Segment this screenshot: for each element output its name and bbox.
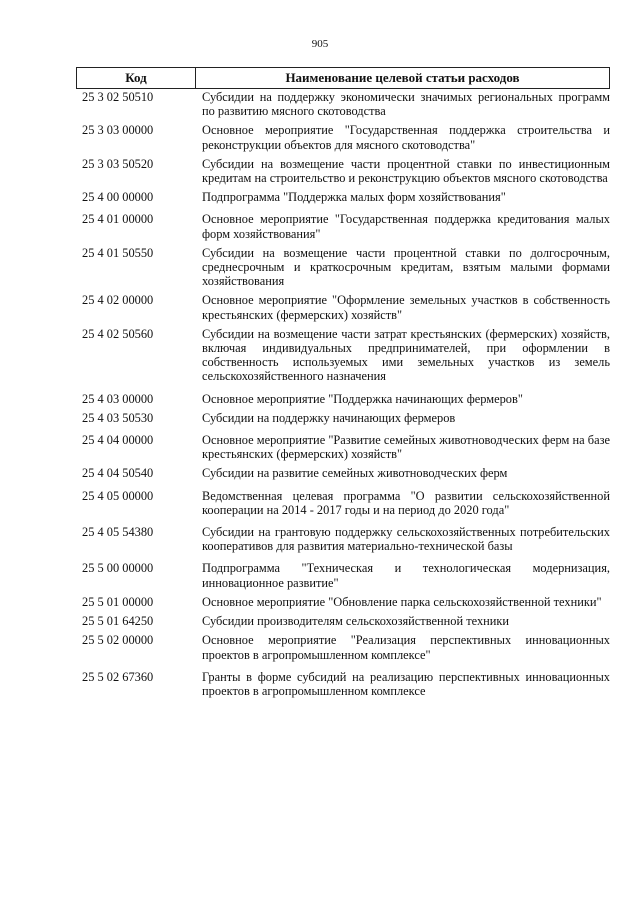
row-name: Субсидии на возмещение части процентной ставки по долгосрочным, среднесрочным и краткосрочным кредитам, взятым малыми формами хозяйствования [202,245,610,289]
page-number: 905 [311,38,329,50]
table-row [76,670,610,698]
row-name: Субсидии на возмещение части процентной ставки по инвестиционным кредитам на строительство и реконструкцию объектов мясного скотоводства [202,156,610,186]
header-name: Наименование целевой статьи расходов [285,70,520,85]
table-row [76,614,610,628]
table-row [76,246,610,289]
row-code: 25 4 02 00000 [82,293,154,308]
row-name: Основное мероприятие "Обновление парка сельскохозяйственной техники" [202,594,602,609]
row-code: 25 4 04 50540 [82,466,154,481]
table-row [76,561,610,589]
budget-table [76,67,610,698]
row-code: 25 5 01 00000 [82,594,154,609]
row-name: Основное мероприятие "Государственная поддержка строительства и реконструкции объектов для мясного скотоводства" [202,123,610,152]
row-code: 25 5 02 67360 [82,669,154,684]
row-code: 25 5 02 00000 [82,633,154,648]
row-name: Основное мероприятие "Поддержка начинающих фермеров" [202,391,523,406]
table-row [76,190,610,204]
table-row [76,392,610,406]
row-name: Субсидии на развитие семейных животноводческих ферм [202,466,508,481]
row-code: 25 4 05 54380 [82,525,154,540]
row-name: Основное мероприятие "Реализация перспективных инновационных проектов в агропромышленном комплексе" [202,633,610,662]
table-row [76,293,610,321]
row-code: 25 3 03 00000 [82,123,154,138]
table-row [76,157,610,185]
row-code: 25 3 02 50510 [82,90,154,104]
row-name: Основное мероприятие "Развитие семейных животноводческих ферм на базе крестьянских (фермерских) хозяйств" [202,433,610,462]
table-row [76,90,610,118]
row-code: 25 4 04 00000 [82,433,154,448]
row-code: 25 4 03 50530 [82,410,154,425]
row-code: 25 4 05 00000 [82,488,154,503]
table-row [76,123,610,151]
row-name: Субсидии на поддержку экономически значимых региональных программ по развитию мясного скотоводства [202,90,610,119]
row-name: Основное мероприятие "Оформление земельных участков в собственность крестьянских (фермерских) хозяйств" [202,293,610,322]
row-code: 25 4 02 50560 [82,326,154,341]
row-name: Основное мероприятие "Государственная поддержка кредитования малых форм хозяйствования" [202,212,610,241]
row-code: 25 4 01 50550 [82,245,154,260]
row-code: 25 5 00 00000 [82,561,154,576]
row-name: Субсидии на возмещение части затрат крестьянских (фермерских) хозяйств, включая индивидуальных предпринимателей, при оформлении в собственность используемых ими земельных участков из земель сельскохозяйственного назначения [202,326,610,384]
row-code: 25 4 03 00000 [82,391,154,406]
table-row [76,489,610,517]
row-code: 25 5 01 64250 [82,614,154,629]
row-code: 25 4 00 00000 [82,190,154,205]
row-name: Ведомственная целевая программа "О развитии сельскохозяйственной кооперации на 2014 - 2017 годы и на период до 2020 года" [202,488,610,517]
row-code: 25 3 03 50520 [82,156,154,171]
table-row [76,466,610,480]
row-code: 25 4 01 00000 [82,212,154,227]
header-code: Код [77,68,196,88]
table-row [76,411,610,425]
table-row [76,327,610,384]
table-row [76,433,610,461]
row-name: Субсидии производителям сельскохозяйственной техники [202,614,510,629]
table-row [76,525,610,553]
table-row [76,633,610,661]
table-header [76,67,610,89]
row-name: Подпрограмма "Поддержка малых форм хозяйствования" [202,190,506,205]
table-row [76,595,610,609]
row-name: Субсидии на грантовую поддержку сельскохозяйственных потребительских кооперативов для развития материально-технической базы [202,525,610,554]
table-body [76,90,610,698]
row-name: Гранты в форме субсидий на реализацию перспективных инновационных проектов в агропромышленном комплексе [202,669,610,698]
row-name: Подпрограмма "Техническая и технологическая модернизация, инновационное развитие" [202,561,610,590]
table-row [76,212,610,240]
row-name: Субсидии на поддержку начинающих фермеров [202,410,456,425]
